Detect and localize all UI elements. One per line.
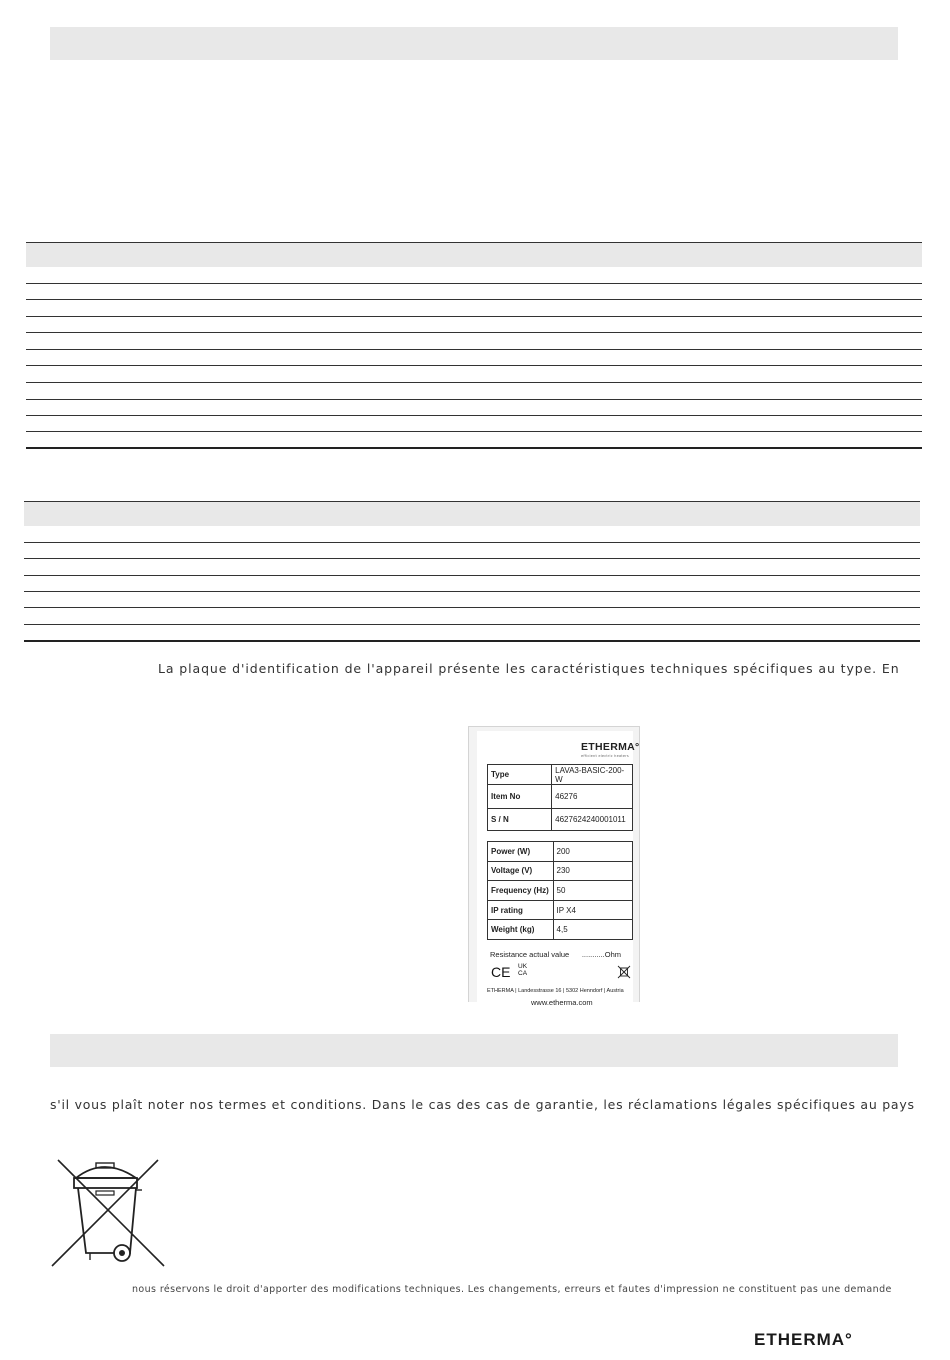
table-row xyxy=(24,591,920,592)
plate-resistance-label: Resistance actual value xyxy=(490,950,570,959)
table-row xyxy=(26,431,922,432)
plate-id-table xyxy=(487,764,633,831)
plate-resistance-value: ...........Ohm xyxy=(581,950,621,959)
plate-row-weight: Weight (kg) 4,5 xyxy=(488,920,633,940)
table-1-header-row xyxy=(26,243,922,267)
table-row xyxy=(26,349,922,350)
section-header-band-top xyxy=(50,27,898,60)
plate-row-serial: S / N 4627624240001011 xyxy=(488,809,633,831)
plate-row-voltage: Voltage (V) 230 xyxy=(488,861,633,881)
plate-row-type: Type LAVA3-BASIC-200-W xyxy=(488,765,633,785)
ukca-mark-icon: UK CA xyxy=(518,963,528,977)
technical-data-table-2 xyxy=(24,501,920,643)
weee-crossed-bin-icon xyxy=(50,1158,166,1268)
plate-brand-tagline: efficient electric heaters xyxy=(581,754,629,758)
rating-plate xyxy=(468,726,640,1007)
table-row xyxy=(24,558,920,559)
table-row xyxy=(26,399,922,400)
disclaimer-text: nous réservons le droit d'apporter des modifications techniques. Les changements, erreurs et fautes d'impression ne constituent pas une demande xyxy=(132,1284,892,1295)
ce-mark-icon: CE xyxy=(491,964,511,980)
plate-address: ETHERMA | Landesstrasse 16 | 5302 Henndorf | Austria xyxy=(487,988,624,994)
plate-row-power: Power (W) 200 xyxy=(488,842,633,862)
plate-brand-logo: ETHERMA° xyxy=(581,741,640,753)
plate-row-item-no: Item No 46276 xyxy=(488,785,633,809)
table-row xyxy=(24,542,920,543)
table-row xyxy=(26,316,922,317)
plate-specs-table xyxy=(487,841,633,940)
table-row xyxy=(26,415,922,416)
table-row xyxy=(24,624,920,625)
table-2-header-row xyxy=(24,502,920,526)
table-row xyxy=(26,299,922,300)
rating-plate-intro-text: La plaque d'identification de l'appareil présente les caractéristiques techniques spécifiques au type. En xyxy=(158,661,900,676)
plate-row-ip-rating: IP rating IP X4 xyxy=(488,900,633,920)
section-header-band-warranty xyxy=(50,1034,898,1067)
table-row xyxy=(26,332,922,333)
table-row xyxy=(26,283,922,284)
table-row xyxy=(26,365,922,366)
table-row xyxy=(24,575,920,576)
plate-website: www.etherma.com xyxy=(531,998,593,1007)
plate-row-frequency: Frequency (Hz) 50 xyxy=(488,881,633,901)
warranty-text: s'il vous plaît noter nos termes et conditions. Dans le cas des cas de garantie, les réclamations légales spécifiques au pays xyxy=(50,1097,915,1112)
table-row xyxy=(26,382,922,383)
weee-bin-small-icon xyxy=(617,965,631,979)
table-row xyxy=(24,607,920,608)
footer-brand-logo: ETHERMA° xyxy=(754,1330,853,1349)
technical-data-table-1 xyxy=(26,242,922,450)
